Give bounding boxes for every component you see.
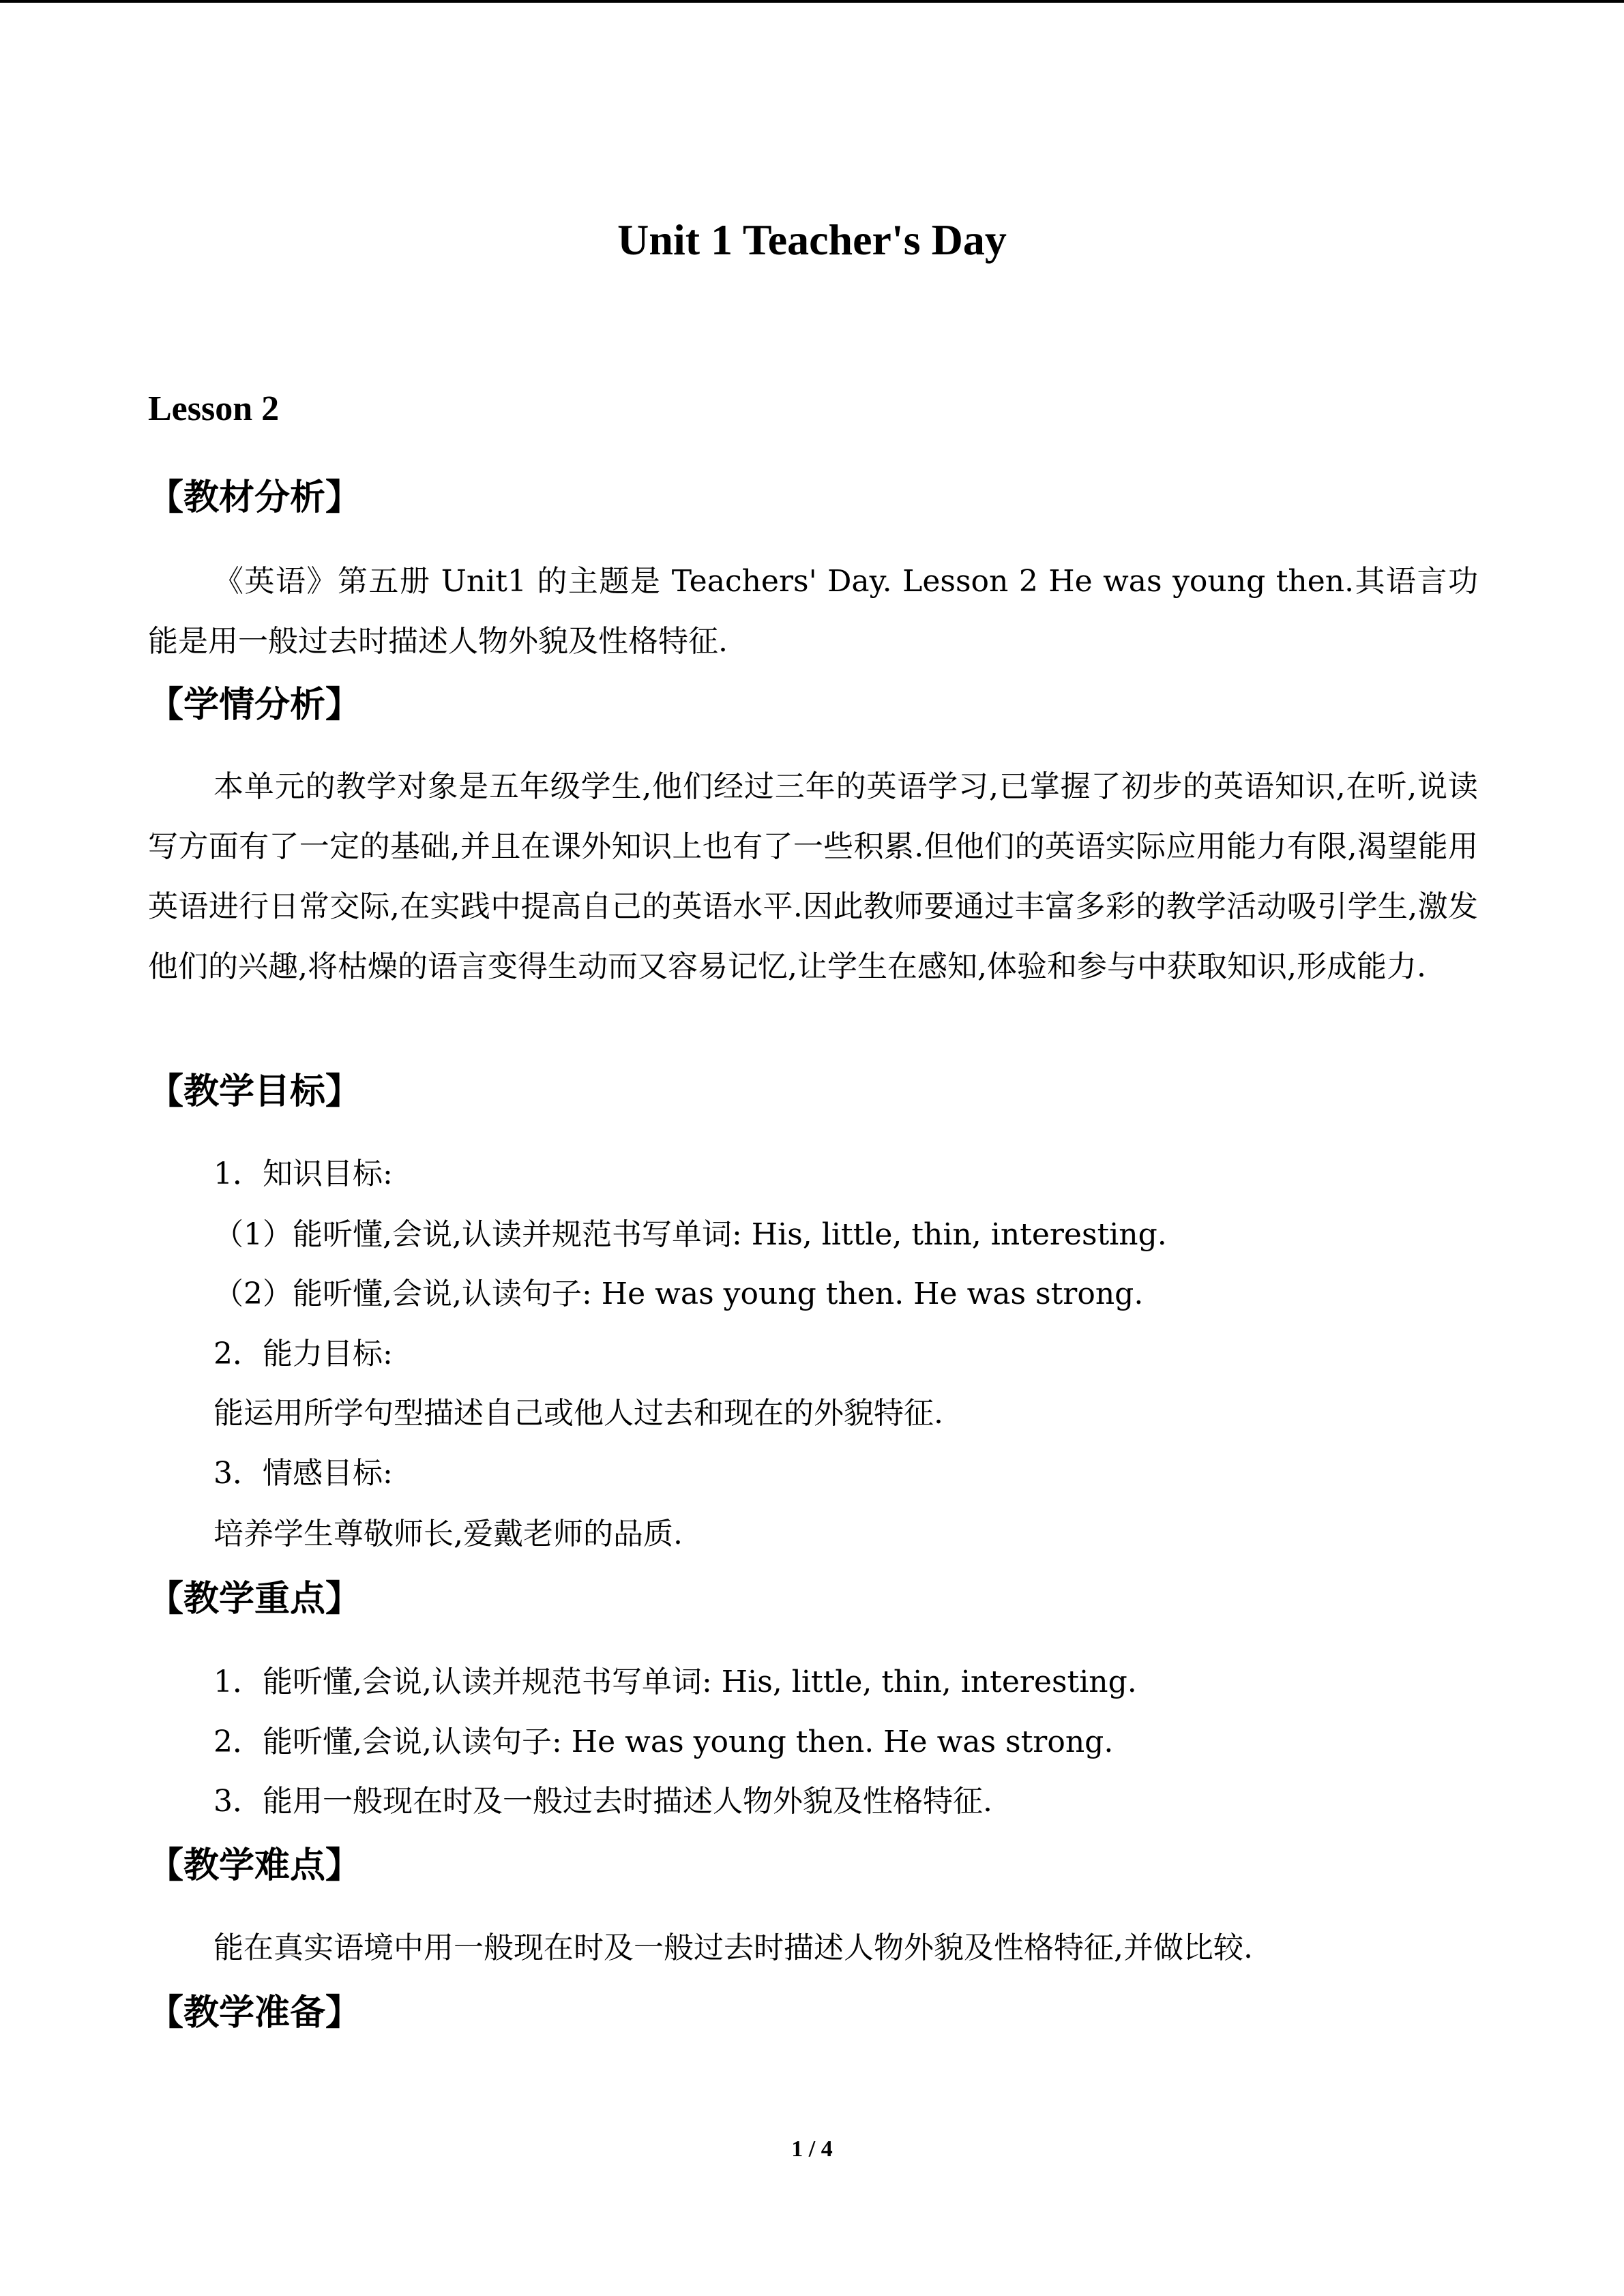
objective-item: 能运用所学句型描述自己或他人过去和现在的外貌特征.	[213, 1396, 943, 1431]
key-point-item: 1．能听懂,会说,认读并规范书写单词: His, little, thin, interesting.	[213, 1665, 1137, 1699]
heading-learner-analysis: 【学情分析】	[148, 685, 361, 726]
heading-material-analysis: 【教材分析】	[148, 477, 361, 518]
objective-item: （1）能听懂,会说,认读并规范书写单词: His, little, thin, interesting.	[213, 1217, 1167, 1252]
heading-difficulties: 【教学难点】	[148, 1845, 361, 1886]
document-title: Unit 1 Teacher's Day	[617, 215, 1007, 264]
key-point-item: 3．能用一般现在时及一般过去时描述人物外貌及性格特征.	[213, 1784, 992, 1819]
paragraph-difficulties: 能在真实语境中用一般现在时及一般过去时描述人物外貌及性格特征,并做比较.	[213, 1930, 1253, 1965]
paragraph-learner-analysis: 本单元的教学对象是五年级学生,他们经过三年的英语学习,已掌握了初步的英语知识,在听,说读写方面有了一定的基础,并且在课外知识上也有了一些积累.但他们的英语实际应用能力有限,渴望能用英语进行日常交际,在实践中提高自己的英语水平.因此教师要通过丰富多彩的教学活动吸引学生,激发他们的兴趣,将枯燥的语言变得生动而又容易记忆,让学生在感知,体验和参与中获取知识,形成能力.	[148, 769, 1478, 984]
key-point-item: 2．能听懂,会说,认读句子: He was young then. He was strong.	[213, 1725, 1114, 1759]
objective-item: 培养学生尊敬师长,爱戴老师的品质.	[213, 1517, 683, 1551]
objective-item: （2）能听懂,会说,认读句子: He was young then. He was strong.	[213, 1277, 1144, 1311]
heading-teaching-objectives: 【教学目标】	[148, 1071, 361, 1112]
objective-item: 1．知识目标:	[213, 1157, 393, 1191]
objective-item: 3．情感目标:	[213, 1456, 393, 1491]
objective-item: 2．能力目标:	[213, 1337, 393, 1371]
heading-preparation: 【教学准备】	[148, 1993, 361, 2033]
heading-key-points: 【教学重点】	[148, 1579, 361, 1620]
lesson-label: Lesson 2	[148, 389, 280, 428]
paragraph-material-analysis: 《英语》第五册 Unit1 的主题是 Teachers' Day. Lesson 2 He was young then.其语言功能是用一般过去时描述人物外貌及性格特征.	[148, 564, 1478, 659]
page-number: 1 / 4	[791, 2136, 833, 2162]
